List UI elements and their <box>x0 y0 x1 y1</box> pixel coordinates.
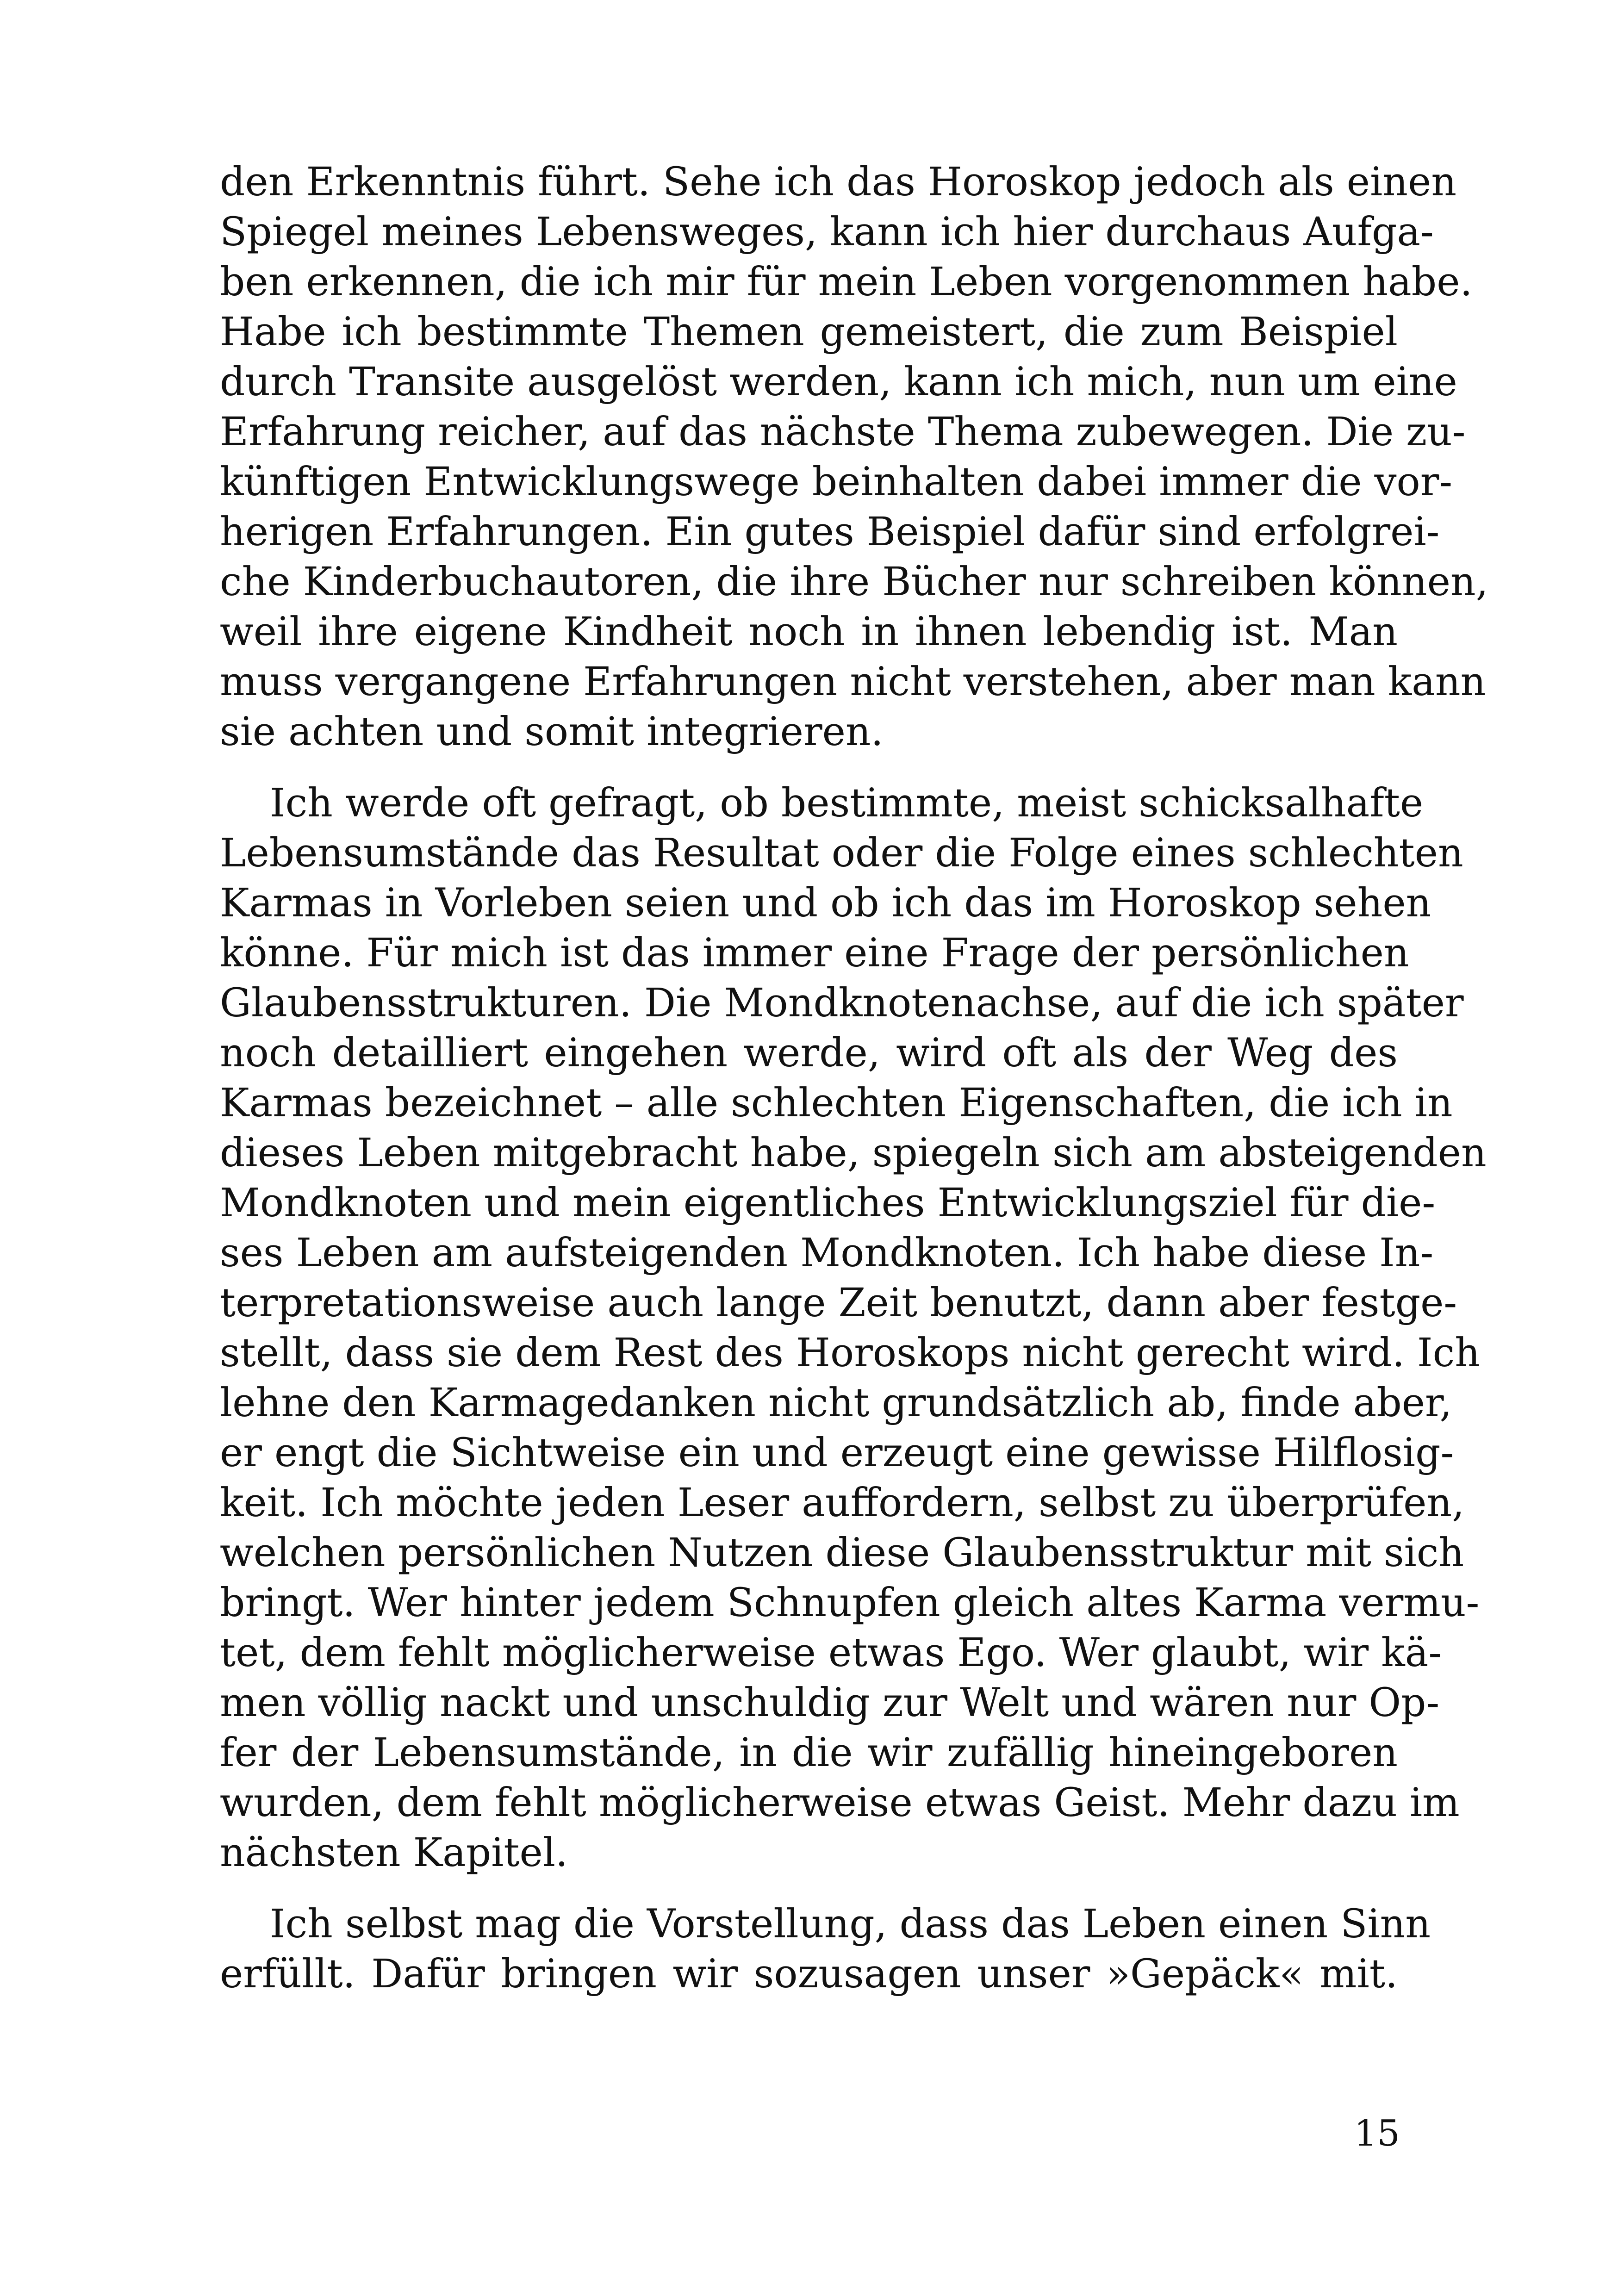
text-line: dieses Leben mitgebracht habe, spiegeln sich am absteigenden <box>220 1130 1487 1176</box>
text-line: tet, dem fehlt möglicherweise etwas Ego. Wer glaubt, wir kä- <box>220 1630 1442 1676</box>
text-line: ben erkennen, die ich mir für mein Leben vorgenommen habe. <box>220 259 1473 305</box>
text-line: terpretationsweise auch lange Zeit benutzt, dann aber festge- <box>220 1280 1457 1326</box>
text-line: könne. Für mich ist das immer eine Frage der persönlichen <box>220 930 1409 976</box>
text-line: Karmas bezeichnet – alle schlechten Eigenschaften, die ich in <box>220 1080 1453 1126</box>
text-line: noch detailliert eingehen werde, wird oft als der Weg des <box>220 1030 1398 1076</box>
text-line: ses Leben am aufsteigenden Mondknoten. Ich habe diese In- <box>220 1230 1434 1276</box>
text-line: bringt. Wer hinter jedem Schnupfen gleich altes Karma vermu- <box>220 1580 1480 1626</box>
text-line: men völlig nackt und unschuldig zur Welt und wären nur Op- <box>220 1680 1440 1726</box>
text-line: welchen persönlichen Nutzen diese Glaubensstruktur mit sich <box>220 1530 1464 1576</box>
text-line: Spiegel meines Lebensweges, kann ich hier durchaus Aufga- <box>220 209 1434 255</box>
paragraph-gap <box>220 757 1398 778</box>
body-text <box>220 157 1488 1999</box>
text-line: stellt, dass sie dem Rest des Horoskops nicht gerecht wird. Ich <box>220 1330 1480 1376</box>
text-line: che Kinderbuchautoren, die ihre Bücher nur schreiben können, <box>220 559 1488 605</box>
text-line: durch Transite ausgelöst werden, kann ich mich, nun um eine <box>220 359 1457 405</box>
text-line: Glaubensstrukturen. Die Mondknotenachse, auf die ich später <box>220 980 1464 1026</box>
text-line: nächsten Kapitel. <box>220 1830 568 1876</box>
text-line: Karmas in Vorleben seien und ob ich das im Horoskop sehen <box>220 880 1431 926</box>
text-line: Ich selbst mag die Vorstellung, dass das Leben einen Sinn <box>270 1901 1431 1947</box>
text-line: keit. Ich möchte jeden Leser auffordern, selbst zu überprüfen, <box>220 1480 1465 1526</box>
text-line: er engt die Sichtweise ein und erzeugt eine gewisse Hilflosig- <box>220 1430 1454 1476</box>
text-line: lehne den Karmagedanken nicht grundsätzlich ab, finde aber, <box>220 1380 1452 1426</box>
text-line: Ich werde oft gefragt, ob bestimmte, meist schicksalhafte <box>270 780 1424 826</box>
text-line: Mondknoten und mein eigentliches Entwicklungsziel für die- <box>220 1180 1436 1226</box>
text-line: erfüllt. Dafür bringen wir sozusagen unser »Gepäck« mit. <box>220 1951 1398 1997</box>
paragraph-gap <box>220 1878 1398 1899</box>
text-line: sie achten und somit integrieren. <box>220 709 884 755</box>
text-line: Habe ich bestimmte Themen gemeistert, die zum Beispiel <box>220 309 1398 355</box>
text-line: muss vergangene Erfahrungen nicht verstehen, aber man kann <box>220 659 1486 705</box>
text-line: herigen Erfahrungen. Ein gutes Beispiel dafür sind erfolgrei- <box>220 509 1440 555</box>
text-line: den Erkenntnis führt. Sehe ich das Horoskop jedoch als einen <box>220 159 1457 205</box>
text-line: wurden, dem fehlt möglicherweise etwas Geist. Mehr dazu im <box>220 1780 1460 1826</box>
text-line: Erfahrung reicher, auf das nächste Thema zubewegen. Die zu- <box>220 409 1466 455</box>
text-line: künftigen Entwicklungswege beinhalten dabei immer die vor- <box>220 459 1453 505</box>
text-line: weil ihre eigene Kindheit noch in ihnen lebendig ist. Man <box>220 609 1398 655</box>
text-line: fer der Lebensumstände, in die wir zufällig hineingeboren <box>220 1730 1398 1776</box>
text-line: Lebensumstände das Resultat oder die Folge eines schlechten <box>220 830 1463 876</box>
page-number: 15 <box>1354 2113 1400 2154</box>
